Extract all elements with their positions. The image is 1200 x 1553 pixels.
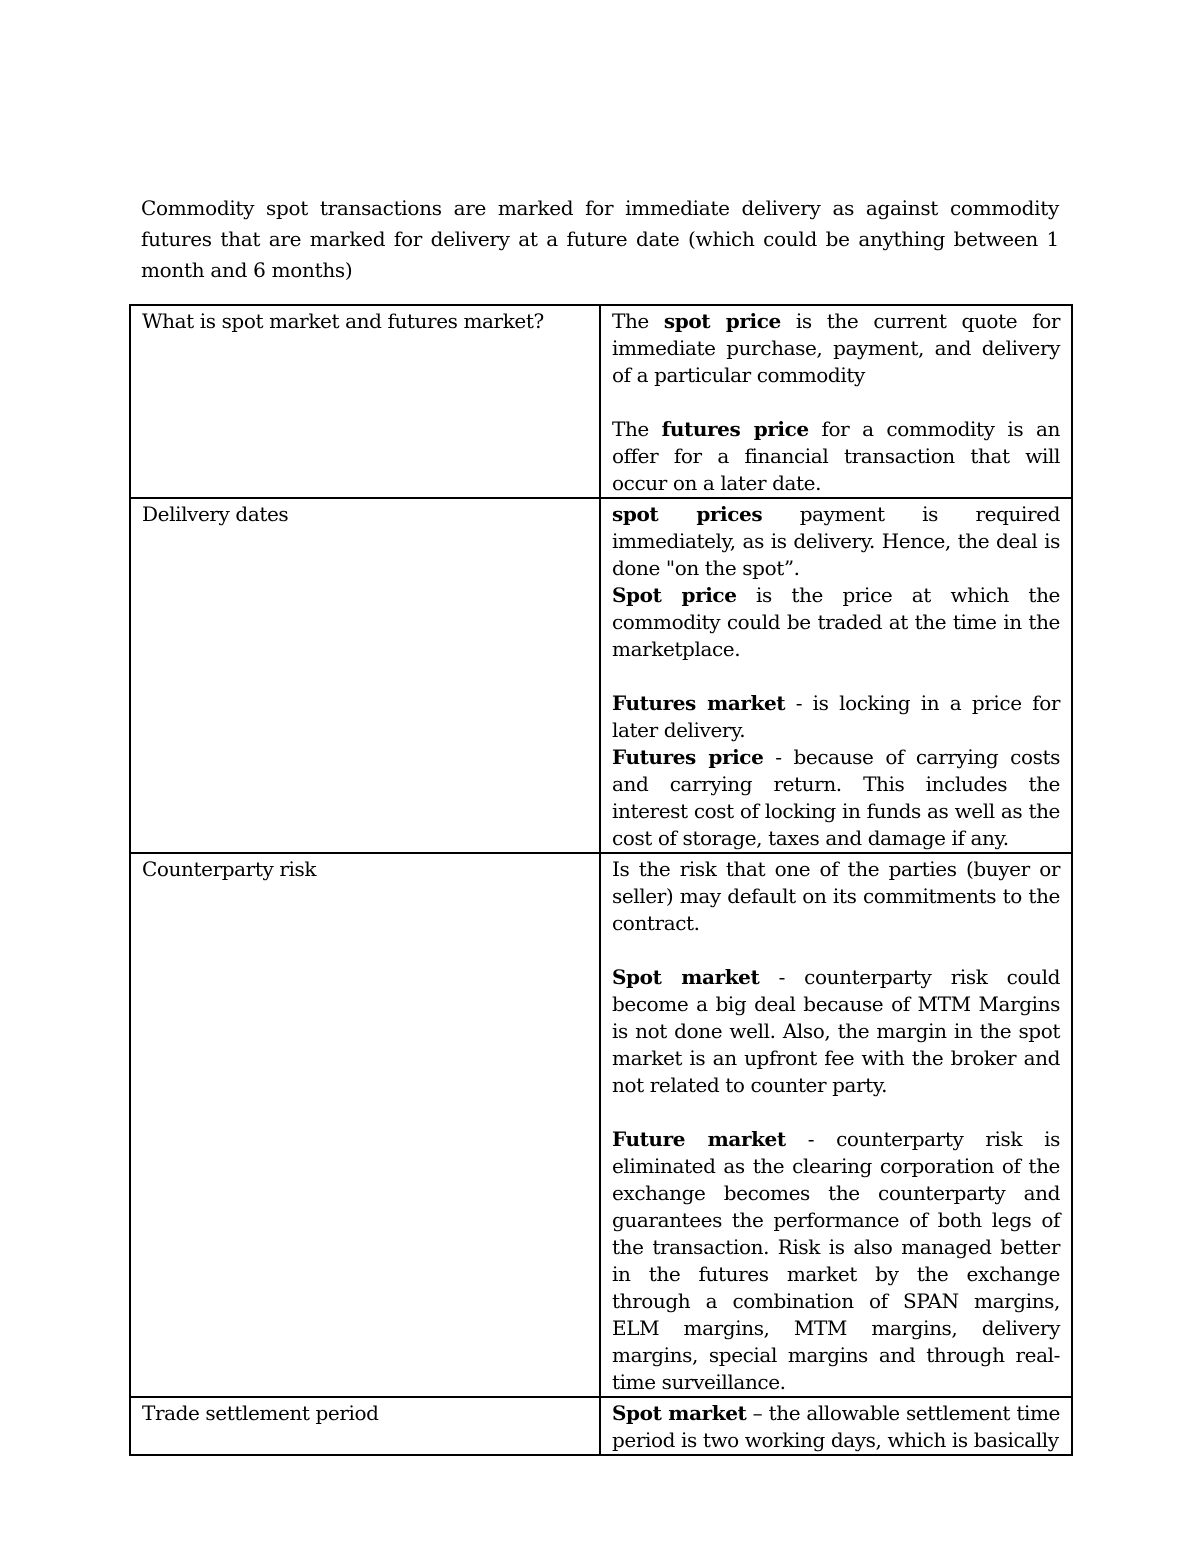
description-paragraph: The spot price is the current quote for immediate purchase, payment, and delivery of a particular commodity xyxy=(612,309,1060,387)
bold-term: spot prices xyxy=(612,502,763,526)
row-label: Counterparty risk xyxy=(142,857,317,881)
table-row xyxy=(130,305,1072,498)
bold-term: Futures price xyxy=(612,745,764,769)
description-paragraph: The futures price for a commodity is an offer for a financial transaction that will occur on a later date. xyxy=(612,417,1060,495)
description-paragraph: Futures market - is locking in a price for later delivery. xyxy=(612,691,1061,742)
bold-term: Spot market xyxy=(612,1401,747,1425)
comparison-table xyxy=(129,304,1073,1456)
row-description-cell xyxy=(600,498,1072,853)
description-paragraph: spot prices payment is required immediately, as is delivery. Hence, the deal is done "on the spot”. xyxy=(612,502,1061,580)
description-paragraph: Future market - counterparty risk is eliminated as the clearing corporation of the exchange becomes the counterparty and guarantees the performance of both legs of the transaction. Risk is also managed better in the futures market by the exchange through a combination of SPAN margins, ELM margins, MTM margins, delivery margins, special margins and through real-time surveillance. xyxy=(612,1127,1060,1394)
row-label-cell xyxy=(130,498,600,853)
description-paragraph: Spot price is the price at which the commodity could be traded at the time in the marketplace. xyxy=(612,583,1060,661)
row-label: Delilvery dates xyxy=(142,502,289,526)
bold-term: futures price xyxy=(661,417,809,441)
description-paragraph: Futures price - because of carrying costs and carrying return. This includes the interest cost of locking in funds as well as the cost of storage, taxes and damage if any. xyxy=(612,745,1060,850)
description-paragraph: Is the risk that one of the parties (buyer or seller) may default on its commitments to the contract. xyxy=(612,857,1060,935)
row-description-cell xyxy=(600,305,1072,498)
row-label: What is spot market and futures market? xyxy=(142,309,544,333)
row-label-cell xyxy=(130,305,600,498)
row-label: Trade settlement period xyxy=(142,1401,379,1425)
bold-term: Future market xyxy=(612,1127,786,1151)
table-row xyxy=(130,1397,1072,1455)
row-description-cell xyxy=(600,1397,1072,1455)
row-description-cell xyxy=(600,853,1072,1397)
table-row xyxy=(130,853,1072,1397)
intro-paragraph: Commodity spot transactions are marked for immediate delivery as against commodity futures that are marked for delivery at a future date (which could be anything between 1 month and 6 months) xyxy=(141,196,1059,282)
bold-term: Futures market xyxy=(612,691,786,715)
description-paragraph: Spot market - counterparty risk could become a big deal because of MTM Margins is not done well. Also, the margin in the spot market is an upfront fee with the broker and not related to counter party. xyxy=(612,965,1060,1097)
bold-term: Spot price xyxy=(612,583,737,607)
description-paragraph: Spot market – the allowable settlement time period is two working days, which is basically xyxy=(612,1401,1060,1452)
row-label-cell xyxy=(130,1397,600,1455)
bold-term: Spot market xyxy=(612,965,760,989)
bold-term: spot price xyxy=(663,309,781,333)
table-row xyxy=(130,498,1072,853)
row-label-cell xyxy=(130,853,600,1397)
